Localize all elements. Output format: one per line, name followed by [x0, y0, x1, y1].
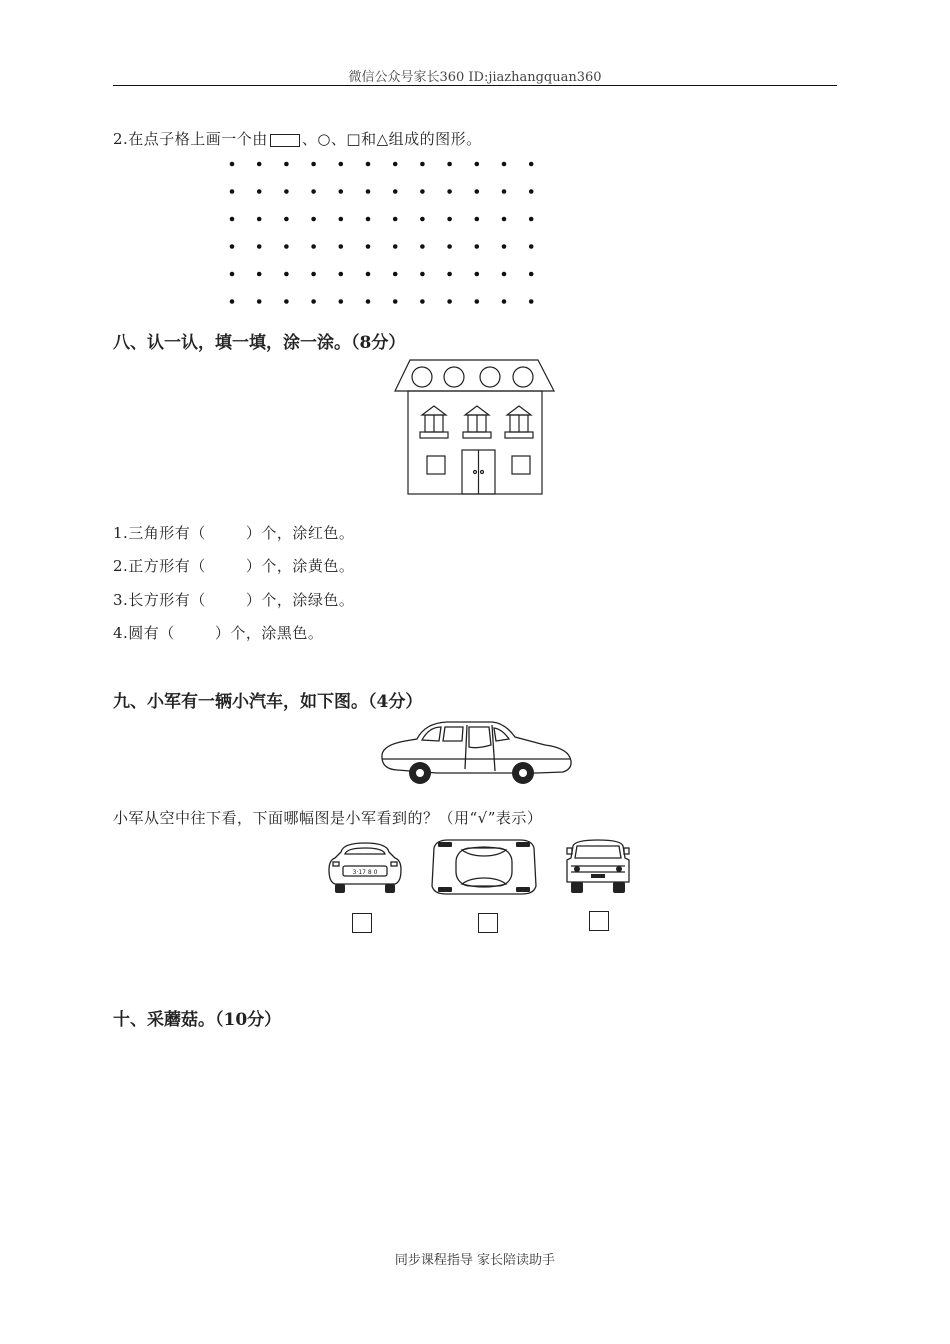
item-label: 4.圆有（	[113, 624, 175, 642]
grid-dot[interactable]	[475, 217, 480, 222]
grid-dot[interactable]	[230, 244, 235, 249]
car-top-view-option	[428, 838, 540, 896]
grid-dot[interactable]	[447, 299, 452, 304]
grid-dot[interactable]	[529, 189, 534, 194]
svg-text:3·17 8 0: 3·17 8 0	[352, 869, 378, 876]
grid-dot[interactable]	[366, 189, 371, 194]
item-end: ）个，涂红色。	[245, 524, 355, 542]
grid-dot[interactable]	[447, 217, 452, 222]
grid-dot[interactable]	[230, 217, 235, 222]
grid-dot[interactable]	[339, 272, 344, 277]
grid-dot[interactable]	[502, 244, 507, 249]
house-figure	[390, 357, 560, 497]
grid-dot[interactable]	[447, 162, 452, 167]
grid-dot[interactable]	[311, 162, 316, 167]
grid-dot[interactable]	[284, 272, 289, 277]
section-8-item	[113, 622, 323, 643]
grid-dot[interactable]	[447, 272, 452, 277]
grid-dot[interactable]	[529, 217, 534, 222]
grid-dot[interactable]	[475, 272, 480, 277]
grid-dot[interactable]	[284, 217, 289, 222]
grid-dot[interactable]	[257, 244, 262, 249]
section-8-item	[113, 555, 354, 576]
grid-dot[interactable]	[284, 189, 289, 194]
grid-dot[interactable]	[502, 217, 507, 222]
grid-dot[interactable]	[529, 299, 534, 304]
grid-dot[interactable]	[284, 299, 289, 304]
section-10-title: 十、采蘑菇。	[113, 1010, 215, 1030]
answer-checkbox-top[interactable]	[478, 913, 498, 933]
grid-dot[interactable]	[420, 299, 425, 304]
grid-dot[interactable]	[420, 162, 425, 167]
grid-dot[interactable]	[339, 189, 344, 194]
grid-dot[interactable]	[366, 244, 371, 249]
item-end: ）个，涂黑色。	[214, 624, 324, 642]
grid-dot[interactable]	[257, 299, 262, 304]
grid-dot[interactable]	[339, 299, 344, 304]
section-8-item	[113, 522, 354, 543]
section-8-title: 八、认一认，填一填，涂一涂。	[113, 333, 351, 353]
section-10-heading	[113, 1005, 281, 1030]
item-end: ）个，涂绿色。	[245, 591, 355, 609]
page-footer: 同步课程指导 家长陪读助手	[394, 1253, 556, 1268]
item-end: ）个，涂黄色。	[245, 557, 355, 575]
grid-dot[interactable]	[502, 162, 507, 167]
grid-dot[interactable]	[447, 244, 452, 249]
grid-dot[interactable]	[257, 217, 262, 222]
grid-dot[interactable]	[230, 299, 235, 304]
question-2-prefix: 2.在点子格上画一个由	[113, 130, 268, 148]
grid-dot[interactable]	[502, 189, 507, 194]
grid-dot[interactable]	[502, 299, 507, 304]
grid-dot[interactable]	[339, 244, 344, 249]
grid-dot[interactable]	[366, 299, 371, 304]
car-side-view	[377, 717, 577, 787]
car-front-view-option	[325, 840, 405, 895]
grid-dot[interactable]	[529, 272, 534, 277]
section-8-score: （8分）	[351, 333, 406, 353]
answer-checkbox-rear[interactable]	[589, 911, 609, 931]
grid-dot[interactable]	[366, 217, 371, 222]
grid-dot[interactable]	[502, 272, 507, 277]
section-8-heading	[113, 328, 405, 353]
grid-dot[interactable]	[230, 189, 235, 194]
car-rear-view-option	[563, 838, 633, 896]
grid-dot[interactable]	[420, 189, 425, 194]
section-9-question: 小军从空中往下看，下面哪幅图是小军看到的？（用“√”表示）	[113, 809, 543, 827]
item-label: 3.长方形有（	[113, 591, 206, 609]
question-2	[113, 128, 482, 149]
page-header: 微信公众号家长360 ID:jiazhangquan360	[348, 70, 602, 85]
grid-dot[interactable]	[339, 162, 344, 167]
header-rule	[113, 85, 837, 86]
grid-dot[interactable]	[420, 217, 425, 222]
grid-dot[interactable]	[393, 299, 398, 304]
grid-dot[interactable]	[475, 162, 480, 167]
grid-dot[interactable]	[393, 162, 398, 167]
grid-dot[interactable]	[393, 244, 398, 249]
section-9-heading	[113, 687, 422, 712]
grid-dot[interactable]	[284, 162, 289, 167]
grid-dot[interactable]	[311, 244, 316, 249]
grid-dot[interactable]	[366, 162, 371, 167]
grid-dot[interactable]	[420, 244, 425, 249]
grid-dot[interactable]	[257, 189, 262, 194]
grid-dot[interactable]	[366, 272, 371, 277]
rectangle-icon	[270, 134, 300, 147]
grid-dot[interactable]	[393, 189, 398, 194]
grid-dot[interactable]	[475, 244, 480, 249]
section-9-score: （4分）	[368, 692, 423, 712]
grid-dot[interactable]	[257, 272, 262, 277]
grid-dot[interactable]	[311, 217, 316, 222]
grid-dot[interactable]	[311, 299, 316, 304]
grid-dot[interactable]	[339, 217, 344, 222]
grid-dot[interactable]	[257, 162, 262, 167]
grid-dot[interactable]	[529, 162, 534, 167]
answer-checkbox-front[interactable]	[352, 913, 372, 933]
grid-dot[interactable]	[230, 162, 235, 167]
grid-dot[interactable]	[230, 272, 235, 277]
grid-dot[interactable]	[393, 272, 398, 277]
section-8-item	[113, 589, 354, 610]
section-10-score: （10分）	[215, 1010, 282, 1030]
dot-grid[interactable]	[220, 152, 540, 312]
section-9-title: 九、小军有一辆小汽车，如下图。	[113, 692, 368, 712]
grid-dot[interactable]	[475, 189, 480, 194]
item-label: 2.正方形有（	[113, 557, 206, 575]
question-2-suffix: 、○、□和△组成的图形。	[301, 130, 482, 148]
grid-dot[interactable]	[393, 217, 398, 222]
grid-dot[interactable]	[311, 189, 316, 194]
grid-dot[interactable]	[420, 272, 425, 277]
grid-dot[interactable]	[311, 272, 316, 277]
grid-dot[interactable]	[529, 244, 534, 249]
grid-dot[interactable]	[284, 244, 289, 249]
grid-dot[interactable]	[447, 189, 452, 194]
item-label: 1.三角形有（	[113, 524, 206, 542]
grid-dot[interactable]	[475, 299, 480, 304]
